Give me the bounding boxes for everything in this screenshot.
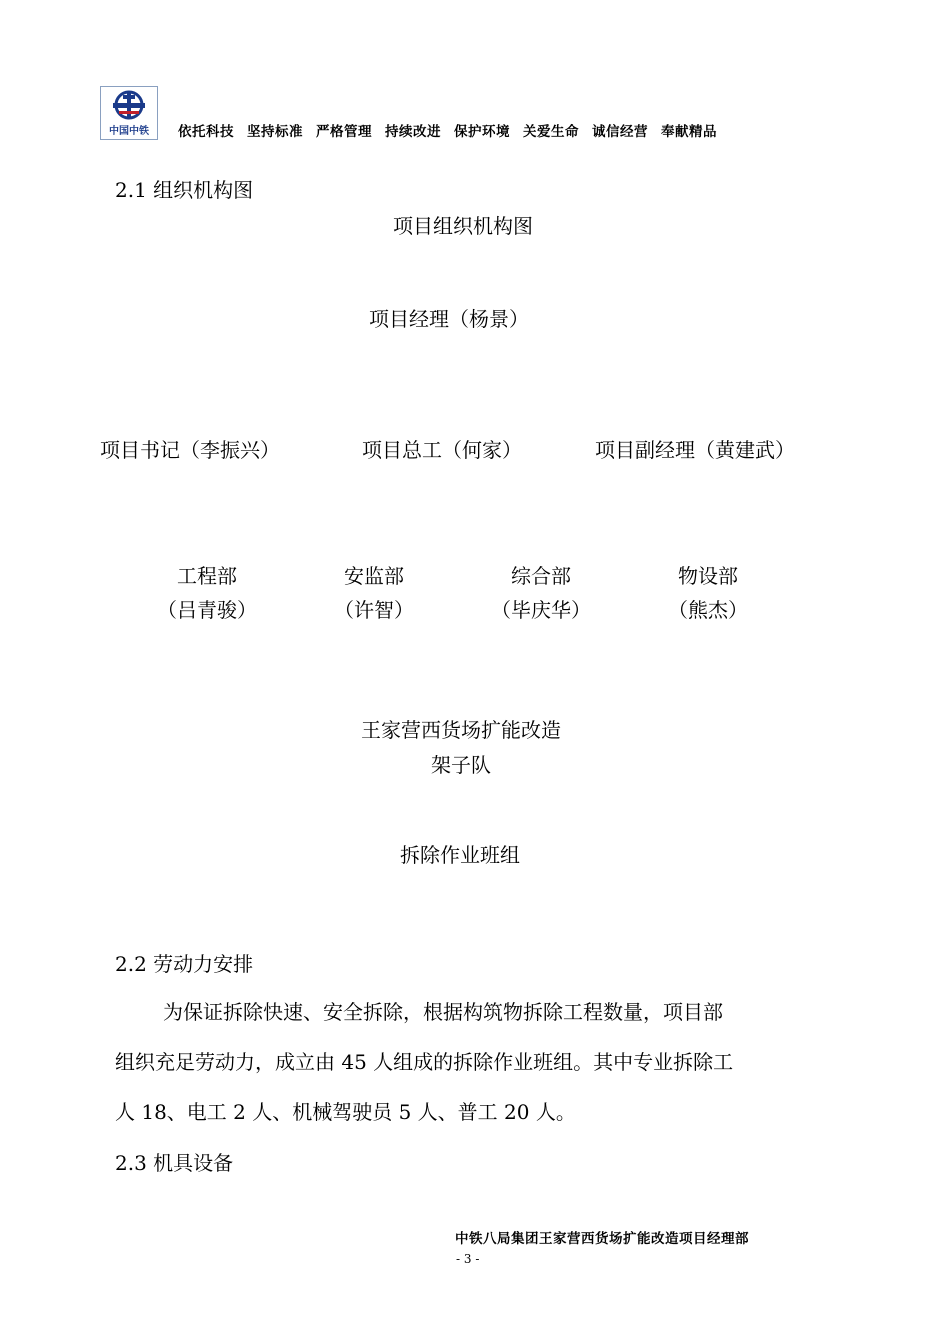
page-number: - 3 - [456,1252,480,1266]
slogan-item: 依托科技 [178,124,234,140]
slogan-item: 保护环境 [454,124,510,140]
header-slogan [178,120,717,140]
section-heading-2-1: 2.1 组织机构图 [115,178,254,202]
section-heading-2-2: 2.2 劳动力安排 [115,952,254,976]
paragraph-line: 人 18、电工 2 人、机械驾驶员 5 人、普工 20 人。 [115,1100,576,1124]
org-node-team-type: 架子队 [431,753,491,777]
slogan-item: 持续改进 [385,124,441,140]
org-node-chief-engineer: 项目总工（何家） [362,438,522,462]
org-node-dept-head: （吕青骏） [157,598,257,622]
org-node-secretary: 项目书记（李振兴） [100,438,280,462]
org-node-dept-head: （许智） [334,598,414,622]
org-node-dept-name: 工程部 [177,564,237,588]
slogan-item: 坚持标准 [247,124,303,140]
company-logo [100,86,158,140]
footer-organization: 中铁八局集团王家营西货场扩能改造项目经理部 [455,1231,749,1247]
slogan-item: 关爱生命 [523,124,579,140]
paragraph-line: 为保证拆除快速、安全拆除，根据构筑物拆除工程数量，项目部 [163,1000,723,1024]
org-chart-title: 项目组织机构图 [393,214,533,238]
org-node-work-group: 拆除作业班组 [400,843,520,867]
org-node-dept-name: 物设部 [678,564,738,588]
slogan-item: 严格管理 [316,124,372,140]
org-node-team-name: 王家营西货场扩能改造 [361,718,561,742]
paragraph-line: 组织充足劳动力，成立由 45 人组成的拆除作业班组。其中专业拆除工 [115,1050,734,1074]
org-node-dept-head: （毕庆华） [491,598,591,622]
org-node-dept-head: （熊杰） [668,598,748,622]
slogan-item: 奉献精品 [661,124,717,140]
slogan-item: 诚信经营 [592,124,648,140]
org-node-dept-name: 综合部 [511,564,571,588]
logo-emblem-icon [101,87,157,127]
org-node-dept-name: 安监部 [344,564,404,588]
org-node-deputy-manager: 项目副经理（黄建武） [595,438,795,462]
section-heading-2-3: 2.3 机具设备 [115,1151,234,1175]
logo-text: 中国中铁 [109,126,149,137]
org-node-manager: 项目经理（杨景） [369,307,529,331]
